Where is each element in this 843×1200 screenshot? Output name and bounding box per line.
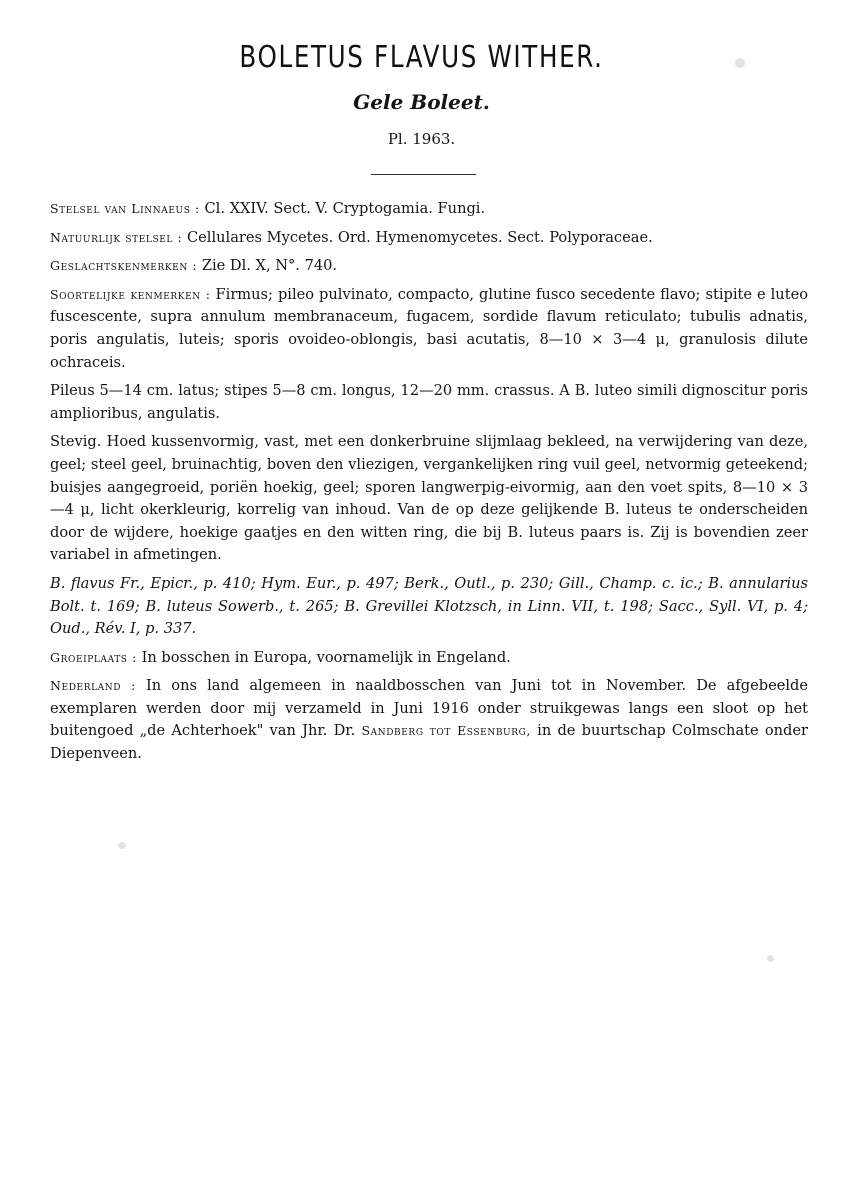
entry-text: Zie Dl. X, N°. 740.	[201, 257, 338, 275]
entry-natuurlijk-stelsel	[50, 227, 808, 250]
paragraph-references: B. flavus Fr., Epicr., p. 410; Hym. Eur., p. 497; Berk., Outl., p. 230; Gill., Champ. c. ic.; B. annularius Bolt. t. 169; B. luteus Sowerb., t. 265; B. Grevillei Klotzsch, in Linn. VII, t. 198; Sacc., Syll. VI, p. 4; Oud., Rév. I, p. 337.	[50, 574, 808, 638]
entry-groeiplaats	[50, 647, 808, 670]
entry-text: In ons land algemeen in naaldbosschen van Juni tot in November. De afgebeelde exemplaren werden door mij verzameld in Juni 1916 onder struikgewas langs een sloot op het buitengoed „de Achterhoek" van Jhr. Dr.	[50, 677, 809, 740]
entry-nederland	[50, 675, 808, 765]
page-title: BOLETUS FLAVUS WITHER.	[239, 40, 604, 75]
plate-number: Pl. 1963.	[387, 130, 456, 148]
entry-label: Natuurlijk stelsel :	[50, 229, 183, 245]
entry-label: Geslachtskenmerken :	[50, 258, 198, 274]
title-divider	[371, 174, 476, 175]
person-name: Sandberg tot Essenburg,	[361, 723, 531, 739]
common-name: Gele Boleet.	[353, 90, 490, 114]
entry-stelsel-linnaeus	[50, 198, 808, 221]
entry-text: Cellulares Mycetes. Ord. Hymenomycetes. Sect. Polyporaceae.	[186, 228, 653, 246]
paragraph-pileus: Pileus 5—14 cm. latus; stipes 5—8 cm. longus, 12—20 mm. crassus. A B. luteo simili dignoscitur poris amplioribus, angulatis.	[50, 382, 808, 422]
description-body	[50, 198, 808, 772]
entry-soortelijke-kenmerken	[50, 284, 808, 374]
entry-label: Nederland :	[50, 678, 136, 694]
entry-text: Firmus; pileo pulvinato, compacto, glutine fusco secedente flavo; stipite e luteo fuscescente, supra annulum membranaceum, fugacem, sordide flavum reticulato; tubulis adnatis, poris angulatis, luteis; sporis ovoideo-oblongis, basi acutatis, 8—10 × 3—4 μ, granulosis dilute ochraceis.	[50, 285, 808, 371]
paper-spot	[767, 955, 774, 962]
entry-label: Stelsel van Linnaeus :	[50, 201, 200, 216]
entry-geslachtskenmerken	[50, 255, 808, 278]
entry-label: Groeiplaats :	[50, 649, 137, 665]
entry-text: Cl. XXIV. Sect. V. Cryptogamia. Fungi.	[204, 200, 486, 217]
entry-text: In bosschen in Europa, voornamelijk in Engeland.	[141, 648, 511, 666]
paragraph-stevig: Stevig. Hoed kussenvormig, vast, met een donkerbruine slijmlaag bekleed, na verwijdering van deze, geel; steel geel, bruinachtig, boven den vliezigen, vergankelijken ring vuil geel, netvormig geteekend; buisjes aangegroeid, poriën hoekig, geel; sporen langwerpig-eivormig, aan den voet spits, 8—10 × 3—4 μ, licht okerkleurig, korrelig van inhoud. Van de op deze gelijkende B. luteus te onderscheiden door de wijdere, hoekige gaatjes en den witten ring, die bij B. luteus paars is. Zij is bovendien zeer variabel in afmetingen.	[50, 433, 808, 564]
paper-spot	[118, 842, 126, 849]
entry-label: Soortelijke kenmerken :	[50, 286, 211, 302]
entry-text: in de buurtschap Colmschate onder Diepenveen.	[50, 722, 808, 763]
